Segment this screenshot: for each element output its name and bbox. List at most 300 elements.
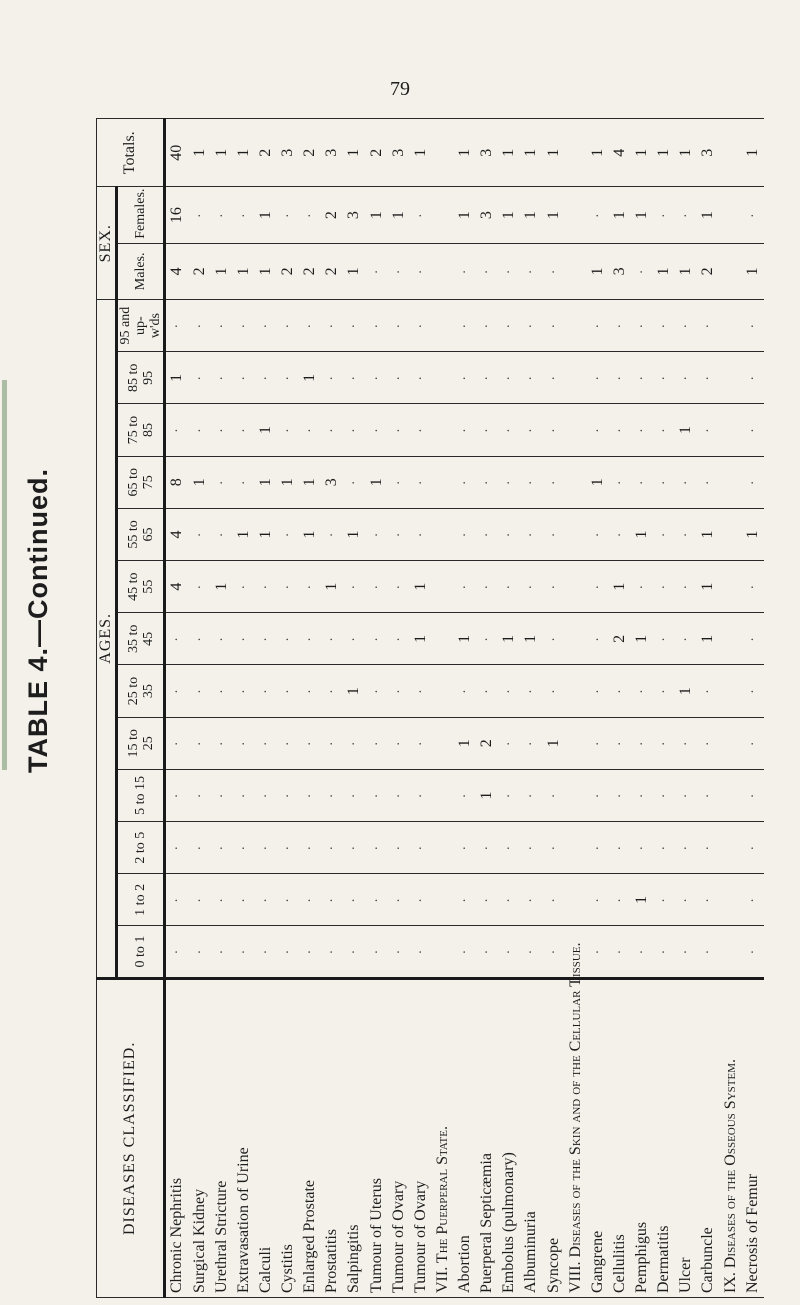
- empty-cell-dots: ·: [413, 212, 429, 218]
- disease-name: Urethral Stricture: [211, 978, 233, 1297]
- empty-cell-dots: ·: [612, 844, 628, 851]
- empty-cell-dots: ·: [281, 688, 297, 694]
- empty-cell-dots: ·: [281, 844, 297, 851]
- empty-cell-dots: ·: [303, 948, 319, 955]
- empty-cell-dots: ·: [546, 636, 562, 642]
- empty-cell-dots: ·: [524, 844, 540, 851]
- count-cell: 1: [742, 243, 764, 299]
- rotated-table-area: [96, 118, 764, 1298]
- disease-name: Abortion: [454, 978, 476, 1297]
- disease-name: Cellulitis: [609, 978, 631, 1297]
- empty-cell-dots: ·: [524, 583, 540, 590]
- empty-cell-dots: ·: [369, 948, 385, 955]
- empty-cell-dots: ·: [657, 740, 673, 747]
- age-column-header: 65 to 75: [117, 456, 165, 508]
- empty-cell-dots: ·: [480, 688, 496, 694]
- empty-cell-dots: ·: [391, 375, 407, 381]
- empty-cell-dots: ·: [745, 583, 761, 590]
- table-row: [653, 119, 675, 1298]
- empty-cell-dots: ·: [369, 636, 385, 642]
- empty-cell-dots: ·: [701, 375, 717, 381]
- count-cell: 1: [697, 613, 719, 665]
- count-cell: 2: [321, 187, 343, 243]
- empty-cell-dots: ·: [745, 740, 761, 747]
- empty-cell-dots: ·: [236, 948, 252, 955]
- empty-cell-dots: ·: [502, 948, 518, 955]
- empty-cell-dots: ·: [458, 792, 474, 799]
- count-cell: 1: [299, 508, 321, 560]
- empty-cell-dots: ·: [546, 792, 562, 799]
- table-row: [277, 119, 299, 1298]
- disease-name: Tumour of Ovary: [388, 978, 410, 1297]
- empty-cell-dots: ·: [590, 740, 606, 747]
- disease-name: Syncope: [542, 978, 564, 1297]
- empty-cell-dots: ·: [657, 479, 673, 486]
- table-row: [609, 119, 631, 1298]
- count-cell: 1: [321, 561, 343, 613]
- empty-cell-dots: ·: [480, 268, 496, 275]
- empty-cell-dots: ·: [369, 792, 385, 799]
- empty-cell-dots: ·: [391, 636, 407, 642]
- empty-cell-dots: ·: [480, 583, 496, 590]
- empty-cell-dots: ·: [391, 897, 407, 903]
- disease-name: Calculi: [255, 978, 277, 1297]
- empty-cell-dots: ·: [590, 688, 606, 694]
- empty-cell-dots: ·: [701, 948, 717, 955]
- empty-cell-dots: ·: [391, 268, 407, 275]
- empty-cell-dots: ·: [391, 792, 407, 799]
- empty-cell-dots: ·: [281, 322, 297, 329]
- count-cell: 1: [697, 508, 719, 560]
- empty-cell-dots: ·: [524, 427, 540, 433]
- section-heading: VII. The Puerperal State.: [432, 978, 454, 1297]
- empty-cell-dots: ·: [590, 375, 606, 381]
- empty-cell-dots: ·: [590, 583, 606, 590]
- table-row: [498, 119, 520, 1298]
- empty-cell-dots: ·: [590, 948, 606, 955]
- table-row: [520, 119, 542, 1298]
- empty-cell-dots: ·: [502, 844, 518, 851]
- empty-cell-dots: ·: [170, 636, 186, 642]
- empty-cell-dots: ·: [347, 636, 363, 642]
- empty-cell-dots: ·: [303, 427, 319, 433]
- empty-cell-dots: ·: [347, 792, 363, 799]
- empty-cell-dots: ·: [325, 792, 341, 799]
- count-cell: 1: [542, 119, 564, 187]
- disease-name: Ulcer: [675, 978, 697, 1297]
- age-column-header: 55 to 65: [117, 508, 165, 560]
- empty-cell-dots: ·: [458, 268, 474, 275]
- empty-cell-dots: ·: [635, 844, 651, 851]
- section-heading: VIII. Diseases of the Skin and of the Cellular Tissue.: [565, 978, 587, 1297]
- empty-cell-dots: ·: [281, 375, 297, 381]
- table-row: [299, 119, 321, 1298]
- empty-cell-dots: ·: [590, 531, 606, 538]
- count-cell: 1: [498, 187, 520, 243]
- count-cell: 2: [277, 243, 299, 299]
- empty-cell-dots: ·: [347, 322, 363, 329]
- empty-cell-dots: ·: [303, 636, 319, 642]
- empty-cell-dots: ·: [480, 844, 496, 851]
- empty-cell-dots: ·: [192, 427, 208, 433]
- count-cell: 1: [742, 119, 764, 187]
- empty-cell-dots: ·: [635, 322, 651, 329]
- count-cell: 1: [631, 874, 653, 926]
- count-cell: 1: [675, 119, 697, 187]
- empty-cell-dots: ·: [214, 897, 230, 903]
- empty-cell-dots: ·: [236, 375, 252, 381]
- empty-cell-dots: ·: [258, 688, 274, 694]
- empty-cell-dots: ·: [347, 479, 363, 486]
- empty-cell-dots: ·: [458, 688, 474, 694]
- empty-cell-dots: ·: [657, 897, 673, 903]
- count-cell: 1: [277, 456, 299, 508]
- disease-name: Surgical Kidney: [188, 978, 210, 1297]
- empty-cell-dots: ·: [458, 427, 474, 433]
- empty-cell-dots: ·: [236, 792, 252, 799]
- empty-cell-dots: ·: [745, 479, 761, 486]
- empty-cell-dots: ·: [502, 479, 518, 486]
- empty-cell-dots: ·: [546, 375, 562, 381]
- empty-cell-dots: ·: [303, 897, 319, 903]
- empty-cell-dots: ·: [679, 948, 695, 955]
- age-column-header: 2 to 5: [117, 822, 165, 874]
- empty-cell-dots: ·: [546, 531, 562, 538]
- table-row: [343, 119, 365, 1298]
- empty-cell-dots: ·: [192, 792, 208, 799]
- empty-cell-dots: ·: [170, 792, 186, 799]
- empty-cell-dots: ·: [236, 479, 252, 486]
- count-cell: 1: [233, 508, 255, 560]
- empty-cell-dots: ·: [192, 740, 208, 747]
- count-cell: 1: [697, 561, 719, 613]
- empty-cell-dots: ·: [745, 844, 761, 851]
- empty-cell-dots: ·: [679, 897, 695, 903]
- empty-cell-dots: ·: [236, 636, 252, 642]
- empty-cell-dots: ·: [192, 948, 208, 955]
- count-cell: 1: [587, 119, 609, 187]
- empty-cell-dots: ·: [303, 322, 319, 329]
- count-cell: 1: [520, 187, 542, 243]
- empty-cell-dots: ·: [635, 792, 651, 799]
- binding-stain: [2, 380, 7, 770]
- empty-cell-dots: ·: [258, 792, 274, 799]
- empty-cell-dots: ·: [612, 479, 628, 486]
- count-cell: 1: [255, 404, 277, 456]
- empty-cell-dots: ·: [635, 740, 651, 747]
- count-cell: 1: [587, 456, 609, 508]
- empty-cell-dots: ·: [480, 375, 496, 381]
- count-cell: 1: [542, 187, 564, 243]
- empty-cell-dots: ·: [635, 427, 651, 433]
- empty-cell-dots: ·: [391, 322, 407, 329]
- count-cell: 1: [498, 613, 520, 665]
- empty-cell-dots: ·: [524, 948, 540, 955]
- count-cell: 1: [255, 243, 277, 299]
- empty-cell-dots: ·: [281, 792, 297, 799]
- empty-cell-dots: ·: [192, 583, 208, 590]
- empty-cell-dots: ·: [170, 688, 186, 694]
- empty-cell-dots: ·: [524, 897, 540, 903]
- count-cell: 1: [211, 561, 233, 613]
- empty-cell-dots: ·: [657, 636, 673, 642]
- empty-cell-dots: ·: [745, 897, 761, 903]
- empty-cell-dots: ·: [236, 427, 252, 433]
- empty-cell-dots: ·: [480, 427, 496, 433]
- empty-cell-dots: ·: [192, 897, 208, 903]
- empty-cell-dots: ·: [391, 583, 407, 590]
- empty-cell-dots: ·: [413, 792, 429, 799]
- empty-cell-dots: ·: [391, 740, 407, 747]
- empty-cell-dots: ·: [679, 322, 695, 329]
- empty-cell-dots: ·: [325, 844, 341, 851]
- count-cell: 1: [742, 508, 764, 560]
- empty-cell-dots: ·: [524, 375, 540, 381]
- empty-cell-dots: ·: [502, 531, 518, 538]
- empty-cell-dots: ·: [546, 427, 562, 433]
- section-heading-row: [719, 119, 741, 1298]
- table-row: [697, 119, 719, 1298]
- empty-cell-dots: ·: [325, 897, 341, 903]
- empty-cell-dots: ·: [701, 479, 717, 486]
- empty-cell-dots: ·: [258, 583, 274, 590]
- table-row: [631, 119, 653, 1298]
- empty-cell-dots: ·: [657, 792, 673, 799]
- empty-cell-dots: ·: [635, 583, 651, 590]
- table-row: [165, 119, 189, 1298]
- age-column-header: 15 to 25: [117, 717, 165, 769]
- empty-cell-dots: ·: [281, 948, 297, 955]
- count-cell: 1: [211, 243, 233, 299]
- empty-cell-dots: ·: [502, 897, 518, 903]
- empty-cell-dots: ·: [258, 322, 274, 329]
- count-cell: 1: [299, 352, 321, 404]
- count-cell: 4: [165, 561, 189, 613]
- count-cell: 1: [653, 119, 675, 187]
- empty-cell-dots: ·: [612, 792, 628, 799]
- empty-cell-dots: ·: [657, 583, 673, 590]
- empty-cell-dots: ·: [502, 427, 518, 433]
- empty-cell-dots: ·: [413, 897, 429, 903]
- disease-name: Extravasation of Urine: [233, 978, 255, 1297]
- empty-cell-dots: ·: [458, 479, 474, 486]
- empty-cell-dots: ·: [635, 375, 651, 381]
- sex-header: SEX.: [97, 187, 117, 299]
- count-cell: 1: [609, 561, 631, 613]
- count-cell: 1: [255, 508, 277, 560]
- section-heading: IX. Diseases of the Osseous System.: [719, 978, 741, 1297]
- empty-cell-dots: ·: [325, 531, 341, 538]
- empty-cell-dots: ·: [192, 531, 208, 538]
- empty-cell-dots: ·: [325, 636, 341, 642]
- count-cell: 3: [277, 119, 299, 187]
- count-cell: 2: [697, 243, 719, 299]
- empty-cell-dots: ·: [214, 948, 230, 955]
- empty-cell-dots: ·: [170, 322, 186, 329]
- count-cell: 1: [343, 119, 365, 187]
- count-cell: 1: [188, 456, 210, 508]
- count-cell: 4: [165, 243, 189, 299]
- empty-cell-dots: ·: [236, 740, 252, 747]
- empty-cell-dots: ·: [524, 740, 540, 747]
- empty-cell-dots: ·: [635, 948, 651, 955]
- empty-cell-dots: ·: [679, 212, 695, 218]
- empty-cell-dots: ·: [369, 740, 385, 747]
- disease-name: Dermatitis: [653, 978, 675, 1297]
- empty-cell-dots: ·: [590, 897, 606, 903]
- empty-cell-dots: ·: [502, 375, 518, 381]
- empty-cell-dots: ·: [502, 583, 518, 590]
- empty-cell-dots: ·: [303, 844, 319, 851]
- table-row: [365, 119, 387, 1298]
- count-cell: 2: [299, 243, 321, 299]
- ages-header: AGES.: [97, 299, 117, 978]
- empty-cell-dots: ·: [369, 897, 385, 903]
- empty-cell-dots: ·: [391, 688, 407, 694]
- table-row: [742, 119, 764, 1298]
- count-cell: 2: [476, 717, 498, 769]
- empty-cell-dots: ·: [325, 740, 341, 747]
- empty-cell-dots: ·: [303, 740, 319, 747]
- empty-cell-dots: ·: [745, 212, 761, 218]
- disease-name: Albuminuria: [520, 978, 542, 1297]
- empty-cell-dots: ·: [612, 322, 628, 329]
- empty-cell-dots: ·: [369, 322, 385, 329]
- empty-cell-dots: ·: [214, 688, 230, 694]
- empty-cell-dots: ·: [502, 688, 518, 694]
- empty-cell-dots: ·: [258, 740, 274, 747]
- section-heading-row: [565, 119, 587, 1298]
- empty-cell-dots: ·: [369, 844, 385, 851]
- count-cell: 1: [587, 243, 609, 299]
- empty-cell-dots: ·: [258, 844, 274, 851]
- empty-cell-dots: ·: [458, 583, 474, 590]
- count-cell: 1: [653, 243, 675, 299]
- empty-cell-dots: ·: [347, 897, 363, 903]
- count-cell: 8: [165, 456, 189, 508]
- empty-cell-dots: ·: [524, 322, 540, 329]
- count-cell: 2: [609, 613, 631, 665]
- count-cell: 1: [188, 119, 210, 187]
- females-header: Females.: [117, 187, 165, 243]
- table-row: [675, 119, 697, 1298]
- empty-cell-dots: ·: [679, 479, 695, 486]
- empty-cell-dots: ·: [546, 897, 562, 903]
- empty-cell-dots: ·: [214, 844, 230, 851]
- empty-cell-dots: ·: [480, 897, 496, 903]
- empty-cell-dots: ·: [701, 427, 717, 433]
- empty-cell-dots: ·: [701, 844, 717, 851]
- count-cell: 3: [476, 187, 498, 243]
- empty-cell-dots: ·: [657, 322, 673, 329]
- disease-name: Carbuncle: [697, 978, 719, 1297]
- page-number: 79: [390, 78, 410, 100]
- empty-cell-dots: ·: [281, 636, 297, 642]
- empty-cell-dots: ·: [635, 688, 651, 694]
- count-cell: 2: [321, 243, 343, 299]
- empty-cell-dots: ·: [192, 375, 208, 381]
- empty-cell-dots: ·: [635, 268, 651, 275]
- empty-cell-dots: ·: [170, 844, 186, 851]
- empty-cell-dots: ·: [347, 844, 363, 851]
- count-cell: 1: [365, 187, 387, 243]
- empty-cell-dots: ·: [214, 375, 230, 381]
- count-cell: 1: [476, 769, 498, 821]
- empty-cell-dots: ·: [480, 636, 496, 642]
- empty-cell-dots: ·: [192, 844, 208, 851]
- count-cell: 1: [410, 613, 432, 665]
- age-column-header: 45 to 55: [117, 561, 165, 613]
- empty-cell-dots: ·: [258, 375, 274, 381]
- empty-cell-dots: ·: [679, 792, 695, 799]
- disease-name: Necrosis of Femur: [742, 978, 764, 1297]
- count-cell: 1: [498, 119, 520, 187]
- disease-name: Enlarged Prostate: [299, 978, 321, 1297]
- table-row: [476, 119, 498, 1298]
- empty-cell-dots: ·: [679, 636, 695, 642]
- table-title-text: TABLE 4.—Continued.: [22, 467, 53, 773]
- empty-cell-dots: ·: [590, 322, 606, 329]
- empty-cell-dots: ·: [281, 212, 297, 218]
- empty-cell-dots: ·: [303, 688, 319, 694]
- disease-name: Tumour of Uterus: [365, 978, 387, 1297]
- empty-cell-dots: ·: [745, 792, 761, 799]
- count-cell: 3: [476, 119, 498, 187]
- empty-cell-dots: ·: [347, 375, 363, 381]
- table-row: [542, 119, 564, 1298]
- empty-cell-dots: ·: [281, 583, 297, 590]
- empty-cell-dots: ·: [170, 897, 186, 903]
- empty-cell-dots: ·: [480, 531, 496, 538]
- empty-cell-dots: ·: [657, 844, 673, 851]
- empty-cell-dots: ·: [679, 844, 695, 851]
- empty-cell-dots: ·: [413, 427, 429, 433]
- empty-cell-dots: ·: [325, 948, 341, 955]
- empty-cell-dots: ·: [612, 688, 628, 694]
- count-cell: 1: [410, 119, 432, 187]
- empty-cell-dots: ·: [657, 531, 673, 538]
- disease-name: Chronic Nephritis: [165, 978, 189, 1297]
- disease-name: Tumour of Ovary: [410, 978, 432, 1297]
- empty-cell-dots: ·: [214, 479, 230, 486]
- empty-cell-dots: ·: [524, 792, 540, 799]
- count-cell: 1: [343, 665, 365, 717]
- empty-cell-dots: ·: [745, 636, 761, 642]
- empty-cell-dots: ·: [502, 322, 518, 329]
- empty-cell-dots: ·: [303, 212, 319, 218]
- empty-cell-dots: ·: [391, 948, 407, 955]
- count-cell: 1: [520, 613, 542, 665]
- empty-cell-dots: ·: [236, 897, 252, 903]
- age-column-header: 95 and up-w'ds: [117, 299, 165, 351]
- empty-cell-dots: ·: [236, 844, 252, 851]
- table-row: [188, 119, 210, 1298]
- count-cell: 1: [675, 243, 697, 299]
- count-cell: 2: [299, 119, 321, 187]
- empty-cell-dots: ·: [413, 479, 429, 486]
- empty-cell-dots: ·: [214, 212, 230, 218]
- empty-cell-dots: ·: [590, 427, 606, 433]
- empty-cell-dots: ·: [281, 740, 297, 747]
- empty-cell-dots: ·: [236, 583, 252, 590]
- table-title: [14, 360, 62, 880]
- rotated-table: [96, 118, 764, 1298]
- empty-cell-dots: ·: [657, 375, 673, 381]
- empty-cell-dots: ·: [258, 897, 274, 903]
- totals-header: Totals.: [97, 119, 165, 187]
- empty-cell-dots: ·: [657, 688, 673, 694]
- disease-name: Salpingitis: [343, 978, 365, 1297]
